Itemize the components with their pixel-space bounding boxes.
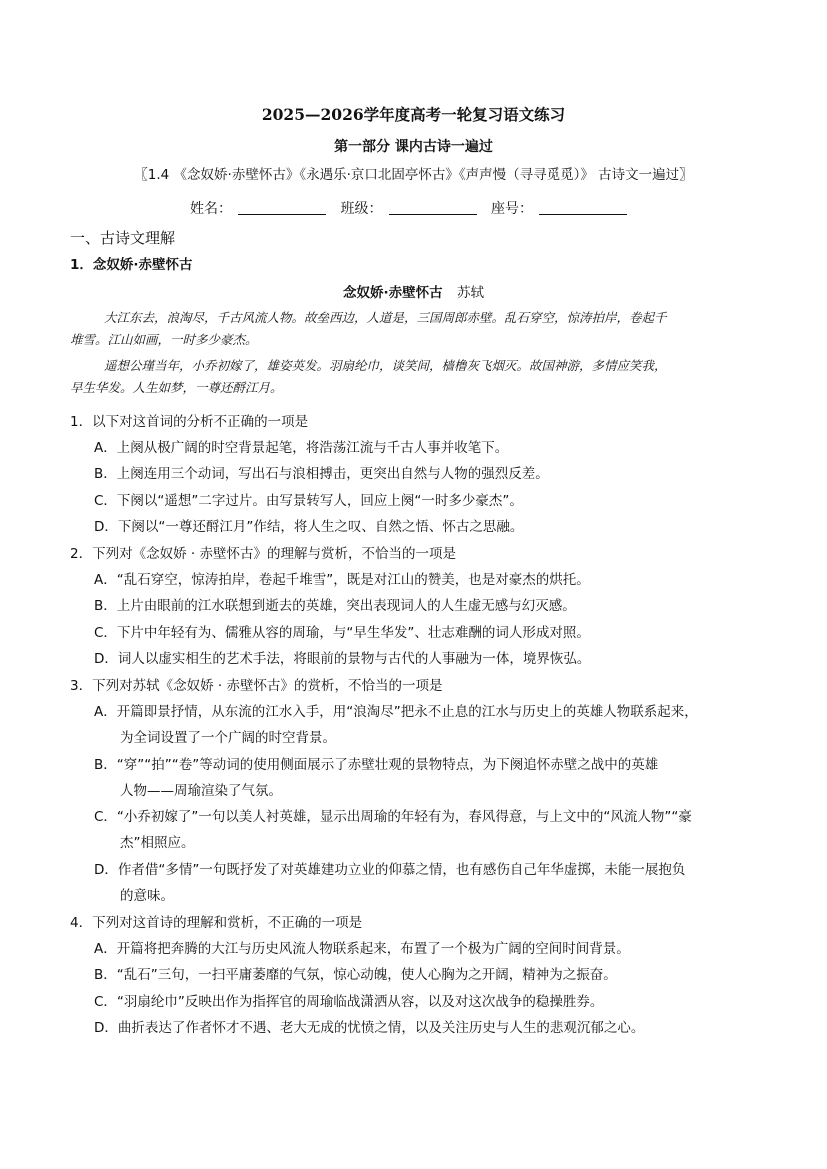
poem-author: 苏轼: [456, 285, 484, 301]
question-1-option-d[interactable]: D．下阕以“一尊还酹江月”作结，将人生之叹、自然之悟、怀古之思融。: [94, 519, 524, 535]
question-4-option-c[interactable]: C．“羽扇纶巾”反映出作为指挥官的周瑜临战潇洒从容，以及对这次战争的稳操胜券。: [94, 994, 604, 1010]
question-3-option-b-cont: 人物——周瑜渲染了气氛。: [120, 783, 282, 799]
name-label: 姓名：: [190, 201, 233, 217]
question-3-option-a-cont: 为全词设置了一个广阔的时空背景。: [120, 730, 336, 746]
question-4-option-d[interactable]: D．曲折表达了作者怀才不遇、老大无成的忧愤之情，以及关注历史与人生的悲观沉郁之心。: [94, 1020, 645, 1036]
question-2-option-b[interactable]: B．上片由眼前的江水联想到逝去的英雄，突出表现词人的人生虚无感与幻灭感。: [94, 598, 576, 614]
question-2-option-a[interactable]: A．“乱石穿空，惊涛拍岸，卷起千堆雪”，既是对江山的赞美，也是对豪杰的烘托。: [94, 572, 590, 588]
question-2-option-c[interactable]: C．下片中年轻有为、儒雅从容的周瑜，与“早生华发”、壮志难酬的词人形成对照。: [94, 625, 590, 641]
question-3-option-d[interactable]: D．作者借“多情”一句既抒发了对英雄建功立业的仰慕之情，也有感伤自己年华虚掷，未能一展抱负: [94, 862, 686, 878]
question-1-option-b[interactable]: B．上阕连用三个动词，写出石与浪相搏击，更突出自然与人物的强烈反差。: [94, 466, 549, 482]
class-label: 班级：: [340, 201, 383, 217]
scope-line: 〖1.4 《念奴娇·赤壁怀古》《永遇乐·京口北固亭怀古》《声声慢（寻寻觅觅）》 古诗文一遍过〗: [134, 167, 693, 183]
question-4-option-a[interactable]: A．开篇将把奔腾的大江与历史风流人物联系起来，布置了一个极为广阔的空间时间背景。: [94, 941, 630, 957]
name-field[interactable]: [238, 200, 326, 215]
question-1-option-a[interactable]: A．上阕从极广阔的时空背景起笔，将浩荡江流与千古人事并收笔下。: [94, 440, 509, 456]
question-4-stem: 4．下列对这首诗的理解和赏析，不正确的一项是: [70, 915, 363, 931]
seat-label: 座号：: [490, 201, 533, 217]
page-subtitle: 第一部分 课内古诗一遍过: [334, 139, 493, 155]
seat-field[interactable]: [539, 200, 627, 215]
question-3-option-a[interactable]: A．开篇即景抒情，从东流的江水入手，用“浪淘尽”把永不止息的江水与历史上的英雄人物联系起来，: [94, 704, 698, 720]
question-3-option-b[interactable]: B．“穿”“拍”“卷”等动词的使用侧面展示了赤壁壮观的景物特点，为下阕追怀赤壁之战中的英雄: [94, 757, 659, 773]
item-title: 1．念奴娇·赤壁怀古: [70, 257, 193, 273]
question-3-option-c[interactable]: C．“小乔初嫁了”一句以美人衬英雄，显示出周瑜的年轻有为，春风得意，与上文中的“风流人物”“豪: [94, 809, 692, 825]
poem-stanza-1: 大江东去，浪淘尽，千古风流人物。故垒西边，人道是，三国周郎赤壁。乱石穿空，惊涛拍岸，卷起千 堆雪。江山如画，一时多少豪杰。: [70, 310, 667, 347]
student-info-row: [0, 200, 827, 218]
poem-title: 念奴娇·赤壁怀古: [343, 285, 443, 301]
poem-stanza-2: 遥想公瑾当年，小乔初嫁了，雄姿英发。羽扇纶巾，谈笑间，樯橹灰飞烟灭。故国神游，多情应笑我， 早生华发。人生如梦，一尊还酹江月。: [70, 358, 667, 395]
question-3-stem: 3．下列对苏轼《念奴娇 · 赤壁怀古》的赏析，不恰当的一项是: [70, 678, 443, 694]
class-field[interactable]: [389, 200, 477, 215]
page-title: 2025—2026学年度高考一轮复习语文练习: [261, 105, 566, 124]
question-1-option-c[interactable]: C．下阕以“遥想”二字过片。由写景转写人，回应上阕“一时多少豪杰”。: [94, 493, 523, 509]
poem-heading: [0, 284, 827, 302]
question-1-stem: 1．以下对这首词的分析不正确的一项是: [70, 414, 309, 430]
question-3-option-c-cont: 杰”相照应。: [120, 835, 195, 851]
question-2-option-d[interactable]: D．词人以虚实相生的艺术手法，将眼前的景物与古代的人事融为一体，境界恢弘。: [94, 651, 591, 667]
question-4-option-b[interactable]: B．“乱石”三句，一扫平庸萎靡的气氛，惊心动魄，使人心胸为之开阔，精神为之振奋。: [94, 967, 617, 983]
question-3-option-d-cont: 的意味。: [120, 888, 174, 904]
section-heading: 一、古诗文理解: [70, 229, 176, 247]
question-2-stem: 2．下列对《念奴娇 · 赤壁怀古》的理解与赏析，不恰当的一项是: [70, 546, 456, 562]
